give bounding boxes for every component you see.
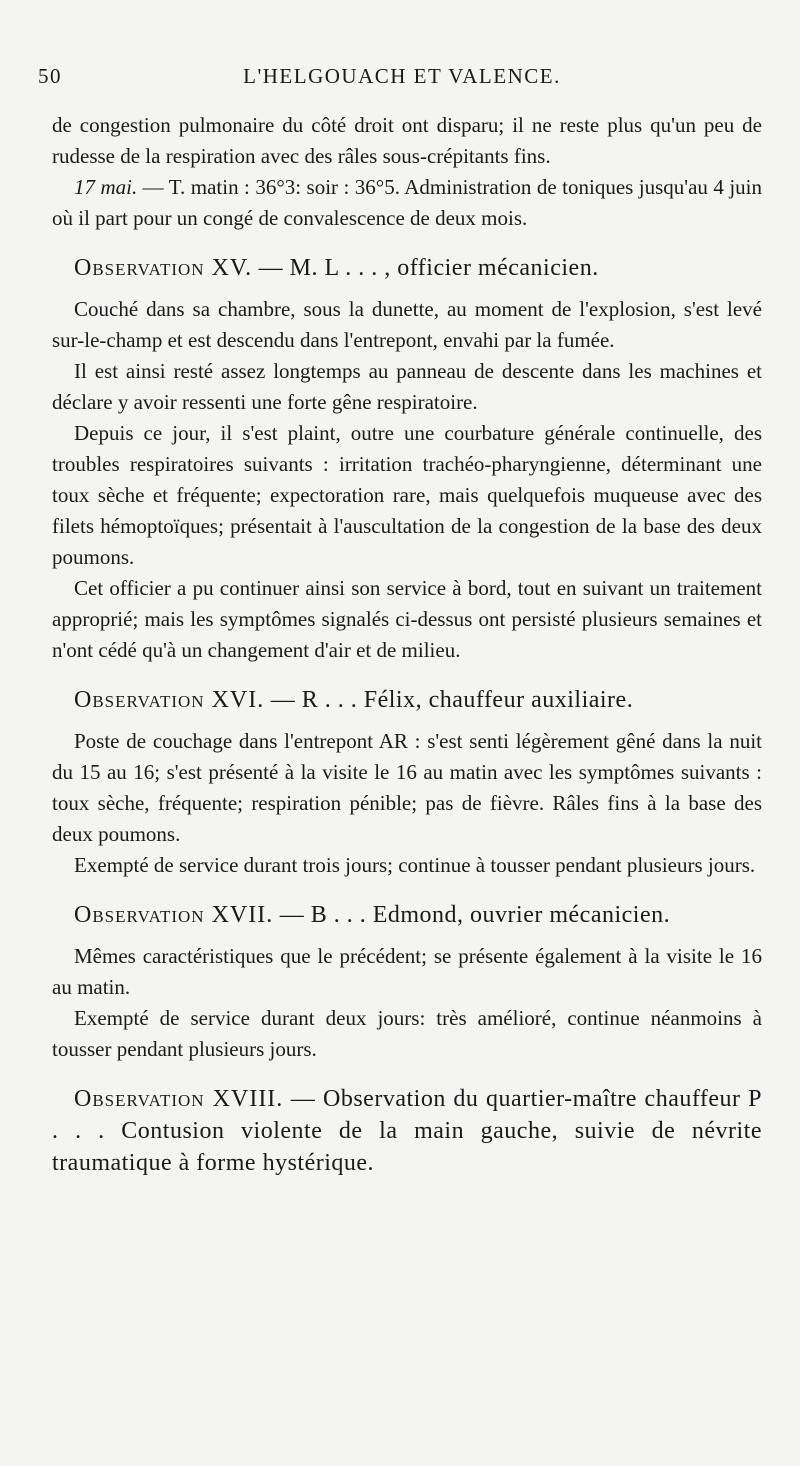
running-title: L'HELGOUACH ET VALENCE.: [243, 64, 561, 88]
observation-title: — R . . . Félix, chauffeur auxiliaire.: [264, 687, 634, 713]
page-header: [38, 64, 766, 94]
paragraph: Cet officier a pu continuer ainsi son service à bord, tout en suivant un traitement approprié; mais les symptômes signalés ci-dessus ont persisté plusieurs semaines et n'ont cédé qu'à un changement d'air et de milieu.: [52, 576, 762, 662]
observation-heading: [52, 1083, 762, 1179]
paragraph: Mêmes caractéristiques que le précédent; se présente également à la visite le 16 au matin.: [52, 944, 762, 999]
paragraph: Depuis ce jour, il s'est plaint, outre une courbature générale continuelle, des troubles respiratoires suivants : irritation trachéo-pharyngienne, déterminant une toux sèche et fréquente; expectoration rare, mais quelquefois muqueuse avec des filets hémoptoïques; présentait à l'auscultation de la congestion de la base des deux poumons.: [52, 421, 762, 569]
paragraph-text: — T. matin : 36°3: soir : 36°5. Administration de toniques jusqu'au 4 juin où il part pour un congé de convalescence de deux mois.: [52, 175, 762, 230]
observation-label: Observation XVI.: [74, 687, 265, 713]
observation-heading: [52, 899, 762, 931]
paragraph: [52, 172, 762, 234]
paragraph: Exempté de service durant trois jours; continue à tousser pendant plusieurs jours.: [74, 853, 756, 877]
page-number: 50: [38, 64, 62, 88]
paragraph: Poste de couchage dans l'entrepont AR : s'est senti légèrement gêné dans la nuit du 15 au 16; s'est présenté à la visite le 16 au matin avec les symptômes suivants : toux sèche, fréquente; respiration pénible; pas de fièvre. Râles fins à la base des deux poumons.: [52, 729, 762, 846]
observation-label: Observation XVII.: [74, 902, 274, 928]
observation-label: Observation XV.: [74, 255, 253, 281]
observation-text: — Observation du quartier-maître chauffeur P . . . Contusion violente de la main gauche, suivie de névrite traumatique à forme hystérique.: [52, 1086, 762, 1176]
date-label: 17 mai.: [74, 175, 138, 199]
body-text: [52, 110, 762, 1189]
observation-label: Observation XVIII.: [74, 1086, 284, 1112]
observation-title: — M. L . . . , officier mécanicien.: [252, 255, 599, 281]
paragraph: Il est ainsi resté assez longtemps au panneau de descente dans les machines et déclare y avoir ressenti une forte gêne respiratoire.: [52, 359, 762, 414]
observation-heading: [52, 684, 762, 716]
observation-title: — B . . . Edmond, ouvrier mécanicien.: [273, 902, 671, 928]
paragraph: Exempté de service durant deux jours: très amélioré, continue néanmoins à tousser pendant plusieurs jours.: [52, 1006, 762, 1061]
paragraph: Couché dans sa chambre, sous la dunette, au moment de l'explosion, s'est levé sur-le-champ et est descendu dans l'entrepont, envahi par la fumée.: [52, 297, 762, 352]
paragraph: de congestion pulmonaire du côté droit ont disparu; il ne reste plus qu'un peu de rudesse de la respiration avec des râles sous-crépitants fins.: [52, 113, 762, 168]
observation-heading: [52, 252, 762, 284]
